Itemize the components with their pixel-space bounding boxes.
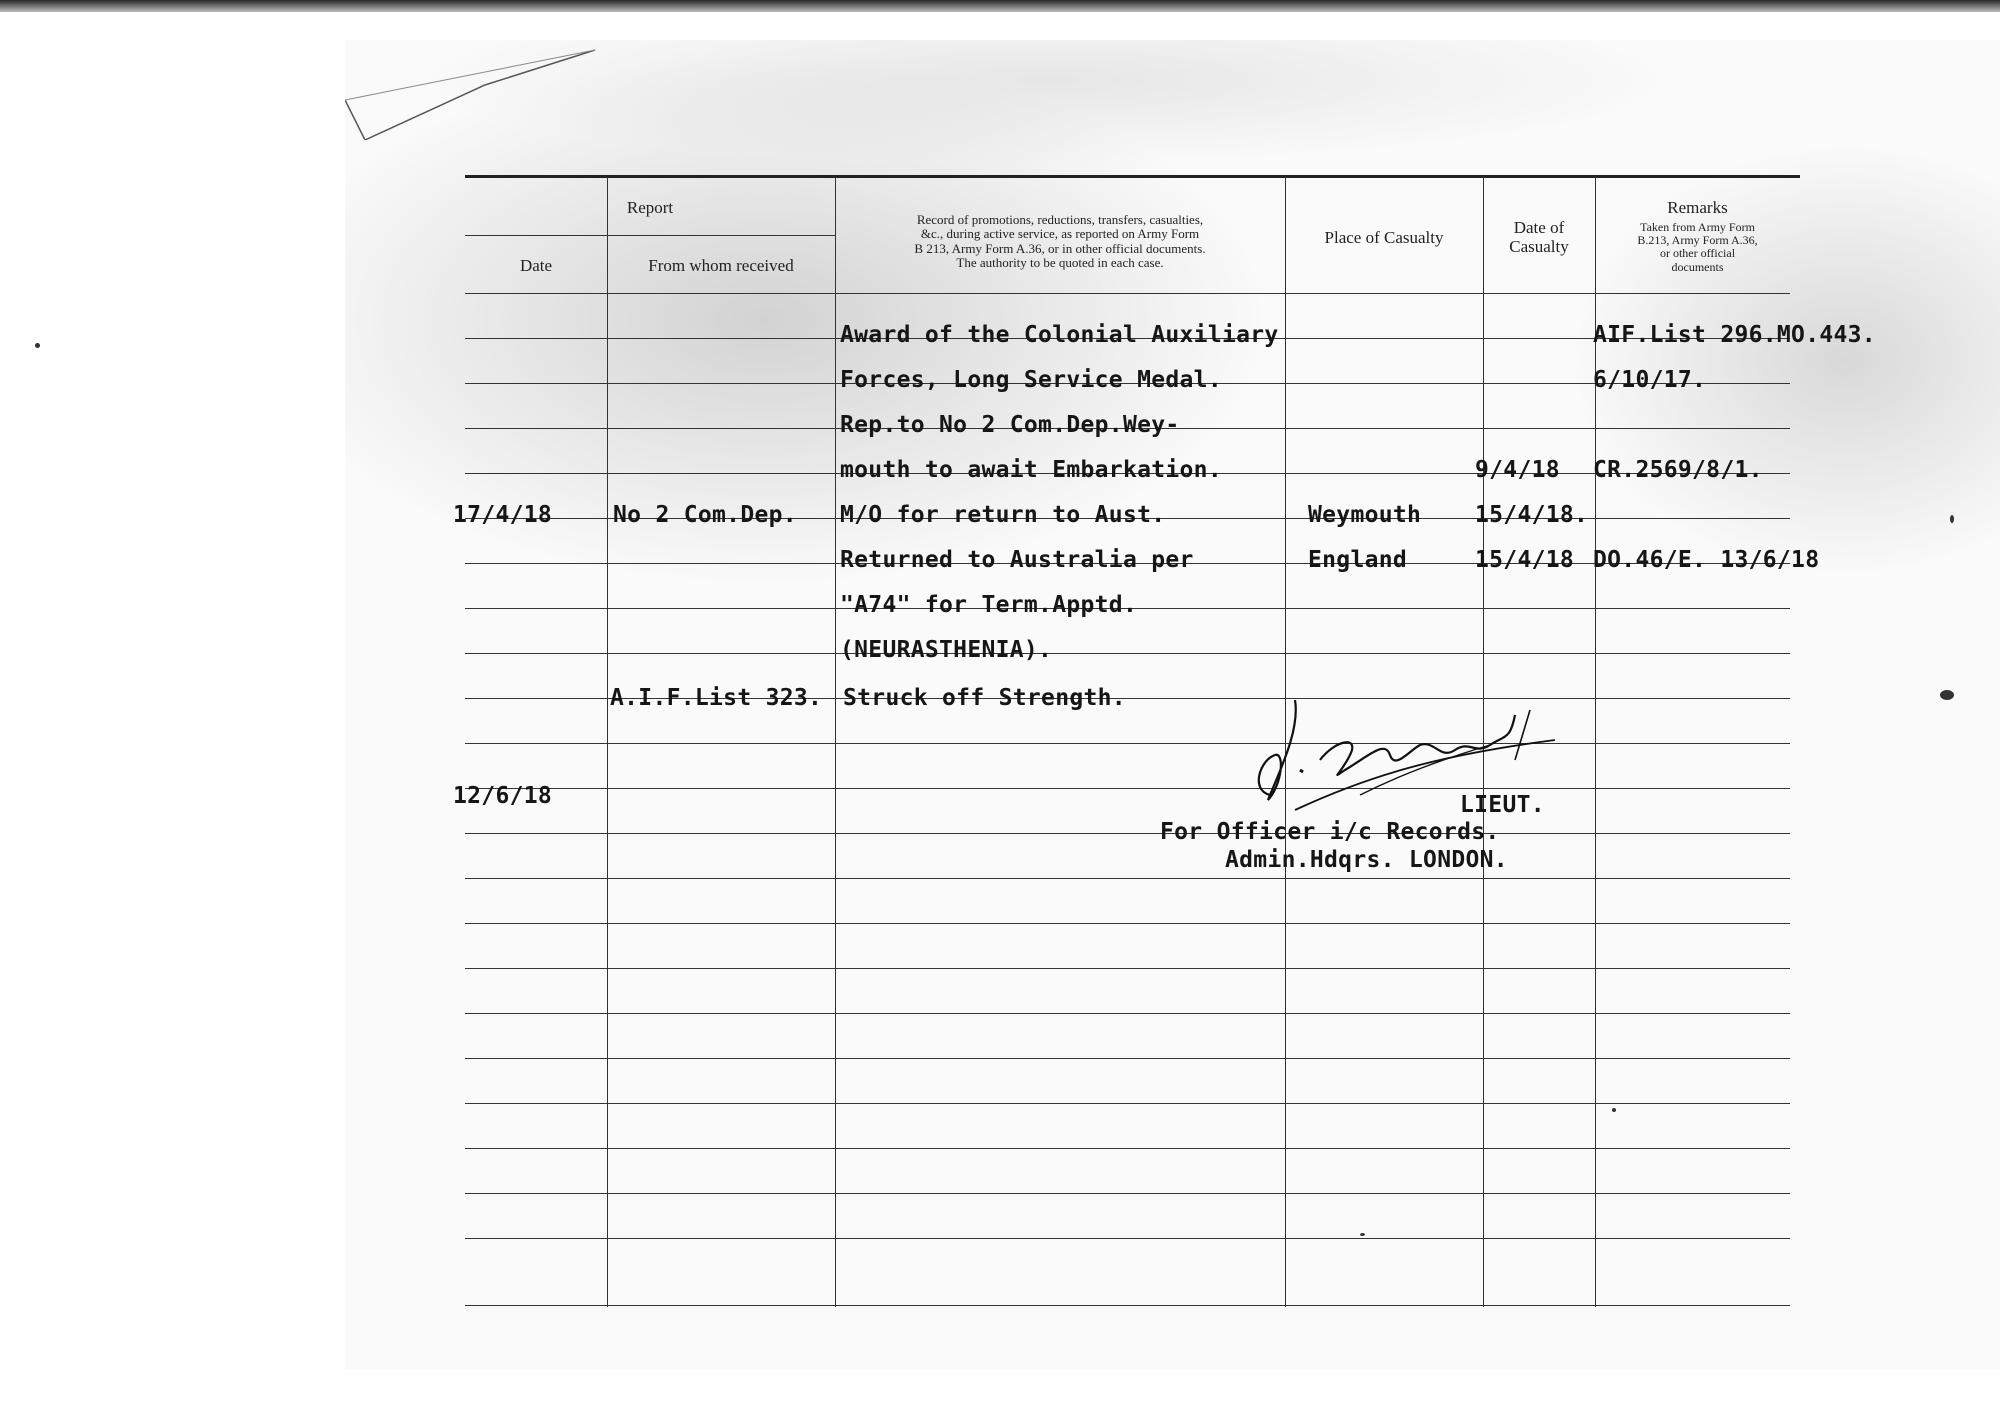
entry-record: "A74" for Term.Apptd. <box>840 592 1138 618</box>
row-rule <box>465 1058 1790 1059</box>
row-rule <box>465 1305 1790 1306</box>
entry-record: Forces, Long Service Medal. <box>840 367 1222 393</box>
entry-record: M/O for return to Aust. <box>840 502 1166 528</box>
entry-place: England <box>1308 547 1408 573</box>
remarks-sub-line: documents <box>1671 259 1724 274</box>
entry-remarks: 6/10/17. <box>1593 367 1707 393</box>
date-of-casualty-line: Date of <box>1513 218 1565 237</box>
row-rule <box>465 653 1790 654</box>
signature-date: 12/6/18 <box>453 783 553 809</box>
entry-remarks: CR.2569/8/1. <box>1593 457 1763 483</box>
remarks-sub-line: B.213, Army Form A.36, <box>1637 233 1758 248</box>
remarks-subheader <box>1595 221 1800 274</box>
scan-speck <box>35 343 40 348</box>
entry-remarks: AIF.List 296.MO.443. <box>1593 322 1876 348</box>
entry-casualty-date: 15/4/18 <box>1475 547 1575 573</box>
place-of-casualty-header: Place of Casualty <box>1324 228 1444 247</box>
date-of-casualty-header <box>1483 219 1595 256</box>
scan-speck <box>1612 1108 1616 1112</box>
row-rule <box>465 923 1790 924</box>
entry-record: Struck off Strength. <box>843 685 1126 711</box>
column-divider-date <box>607 177 608 1307</box>
entry-record: Rep.to No 2 Com.Dep.Wey- <box>840 412 1180 438</box>
row-rule <box>465 1148 1790 1149</box>
column-divider-from <box>835 177 836 1307</box>
row-rule <box>465 833 1790 834</box>
scan-speck <box>1940 690 1954 700</box>
row-rule <box>465 293 1790 294</box>
record-header-line: The authority to be quoted in each case. <box>956 254 1164 270</box>
report-subrule <box>465 235 835 236</box>
row-rule <box>465 878 1790 879</box>
entry-record: (NEURASTHENIA). <box>840 637 1053 663</box>
date-header: Date <box>519 256 553 275</box>
entry-from: A.I.F.List 323. <box>610 685 823 711</box>
report-header: Report <box>626 198 674 217</box>
row-rule <box>465 788 1790 789</box>
scan-top-edge <box>0 0 2000 12</box>
record-header-line: B 213, Army Form A.36, or in other official documents. <box>914 240 1206 256</box>
row-rule <box>465 1238 1790 1239</box>
entry-record: Award of the Colonial Auxiliary <box>840 322 1279 348</box>
service-record-form <box>453 175 1876 1315</box>
row-rule <box>465 968 1790 969</box>
form-top-rule <box>465 175 1800 178</box>
record-header-line: Record of promotions, reductions, transfers, casualties, <box>916 212 1204 227</box>
row-rule <box>465 1013 1790 1014</box>
handwritten-signature <box>1240 700 1590 840</box>
signature-line-officer: For Officer i/c Records. <box>1160 819 1500 845</box>
entry-casualty-date: 15/4/18. <box>1475 502 1589 528</box>
entry-record: Returned to Australia per <box>840 547 1194 573</box>
row-rule <box>465 1103 1790 1104</box>
date-of-casualty-line: Casualty <box>1509 236 1569 256</box>
remarks-sub-line: Taken from Army Form <box>1640 220 1755 234</box>
remarks-header: Remarks <box>1667 198 1728 217</box>
remarks-sub-line: or other official <box>1659 246 1736 261</box>
record-header <box>835 213 1285 270</box>
entry-casualty-date: 9/4/18 <box>1475 457 1560 483</box>
record-header-line: &c., during active service, as reported on Army Form <box>920 226 1200 242</box>
from-whom-received-header: From whom received <box>648 256 794 275</box>
scan-speck <box>1360 1233 1365 1236</box>
row-rule <box>465 743 1790 744</box>
row-rule <box>465 1193 1790 1194</box>
entry-record: mouth to await Embarkation. <box>840 457 1222 483</box>
folded-corner <box>345 45 605 140</box>
entry-place: Weymouth <box>1308 502 1422 528</box>
entry-remarks: DO.46/E. 13/6/18 <box>1593 547 1820 573</box>
signature-rank: LIEUT. <box>1460 792 1545 818</box>
entry-date: 17/4/18 <box>453 502 553 528</box>
signature-line-address: Admin.Hdqrs. LONDON. <box>1225 847 1508 873</box>
entry-from: No 2 Com.Dep. <box>613 502 797 528</box>
scan-speck <box>1950 515 1954 523</box>
